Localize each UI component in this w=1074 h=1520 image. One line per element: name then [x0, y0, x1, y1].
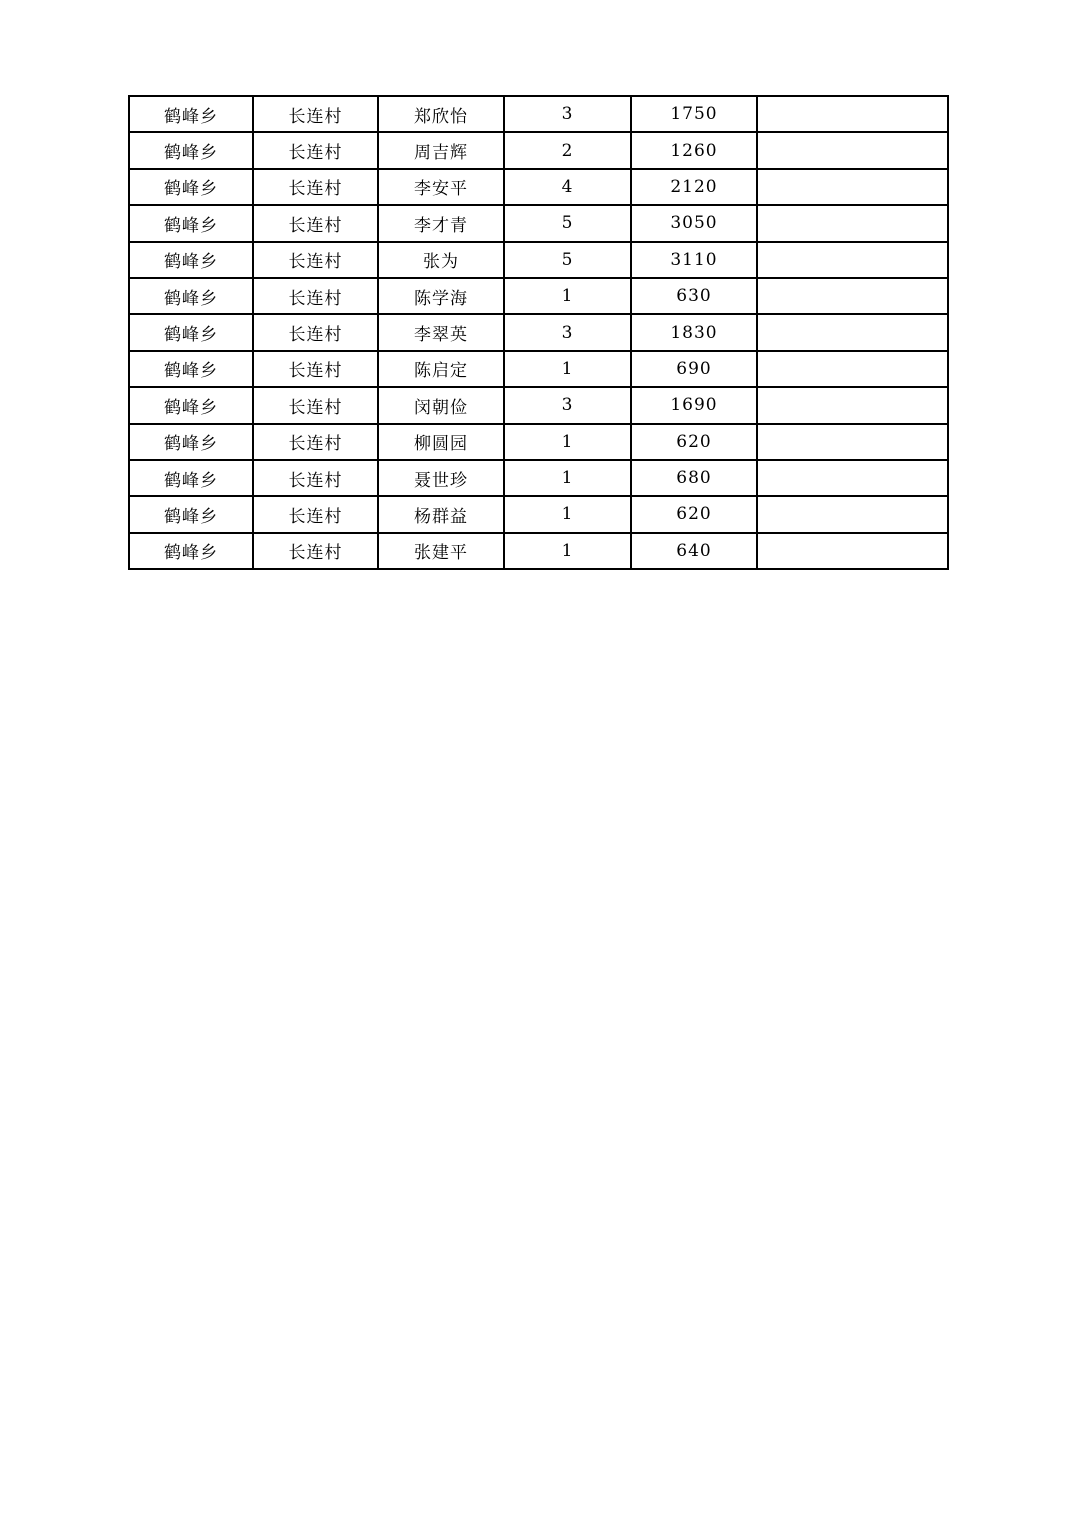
table-cell-name: 陈学海 — [378, 278, 504, 314]
table-cell-village: 长连村 — [253, 278, 378, 314]
table-row — [129, 351, 948, 387]
table-cell-note — [757, 460, 948, 496]
table-cell-township: 鹤峰乡 — [129, 132, 253, 168]
table-cell-village: 长连村 — [253, 387, 378, 423]
table-cell-village: 长连村 — [253, 351, 378, 387]
table-cell-name: 陈启定 — [378, 351, 504, 387]
table-cell-amount: 690 — [631, 351, 757, 387]
table-cell-name: 张为 — [378, 242, 504, 278]
table-cell-count: 1 — [504, 533, 631, 569]
table-row — [129, 387, 948, 423]
table-cell-count: 5 — [504, 205, 631, 241]
table-cell-count: 1 — [504, 496, 631, 532]
table-cell-amount: 1260 — [631, 132, 757, 168]
table-cell-amount: 1750 — [631, 96, 757, 132]
table-cell-village: 长连村 — [253, 132, 378, 168]
table-cell-township: 鹤峰乡 — [129, 314, 253, 350]
table-cell-note — [757, 496, 948, 532]
table-cell-village: 长连村 — [253, 169, 378, 205]
table-cell-township: 鹤峰乡 — [129, 424, 253, 460]
table-cell-village: 长连村 — [253, 96, 378, 132]
table-cell-amount: 680 — [631, 460, 757, 496]
data-table — [128, 95, 949, 570]
table-cell-count: 1 — [504, 460, 631, 496]
table-cell-village: 长连村 — [253, 460, 378, 496]
table-cell-township: 鹤峰乡 — [129, 351, 253, 387]
table-cell-count: 4 — [504, 169, 631, 205]
table-cell-note — [757, 169, 948, 205]
table-cell-count: 2 — [504, 132, 631, 168]
table-cell-name: 聂世珍 — [378, 460, 504, 496]
table-cell-count: 3 — [504, 96, 631, 132]
table-cell-amount: 620 — [631, 496, 757, 532]
table-cell-name: 张建平 — [378, 533, 504, 569]
table-row — [129, 424, 948, 460]
table-row — [129, 169, 948, 205]
table-cell-township: 鹤峰乡 — [129, 242, 253, 278]
table-row — [129, 132, 948, 168]
table-cell-name: 闵朝俭 — [378, 387, 504, 423]
table-cell-count: 5 — [504, 242, 631, 278]
table-cell-note — [757, 424, 948, 460]
table-cell-name: 郑欣怡 — [378, 96, 504, 132]
table-cell-village: 长连村 — [253, 533, 378, 569]
table-cell-name: 周吉辉 — [378, 132, 504, 168]
table-cell-township: 鹤峰乡 — [129, 169, 253, 205]
table-cell-name: 杨群益 — [378, 496, 504, 532]
table-cell-count: 1 — [504, 424, 631, 460]
table-cell-note — [757, 205, 948, 241]
table-row — [129, 460, 948, 496]
table-cell-township: 鹤峰乡 — [129, 387, 253, 423]
table-cell-township: 鹤峰乡 — [129, 205, 253, 241]
data-table-container — [128, 95, 949, 570]
table-cell-note — [757, 533, 948, 569]
table-cell-note — [757, 278, 948, 314]
table-cell-note — [757, 132, 948, 168]
table-row — [129, 314, 948, 350]
table-cell-note — [757, 96, 948, 132]
table-row — [129, 242, 948, 278]
table-cell-name: 李翠英 — [378, 314, 504, 350]
table-cell-amount: 3110 — [631, 242, 757, 278]
table-row — [129, 278, 948, 314]
table-row — [129, 533, 948, 569]
table-cell-village: 长连村 — [253, 424, 378, 460]
table-cell-name: 李安平 — [378, 169, 504, 205]
table-row — [129, 96, 948, 132]
table-cell-note — [757, 314, 948, 350]
table-cell-amount: 1830 — [631, 314, 757, 350]
table-cell-amount: 3050 — [631, 205, 757, 241]
table-cell-township: 鹤峰乡 — [129, 496, 253, 532]
table-cell-township: 鹤峰乡 — [129, 533, 253, 569]
table-cell-amount: 1690 — [631, 387, 757, 423]
table-cell-village: 长连村 — [253, 205, 378, 241]
table-cell-count: 3 — [504, 314, 631, 350]
table-cell-amount: 2120 — [631, 169, 757, 205]
table-body — [129, 96, 948, 569]
table-cell-village: 长连村 — [253, 496, 378, 532]
table-cell-count: 3 — [504, 387, 631, 423]
table-row — [129, 205, 948, 241]
table-cell-amount: 620 — [631, 424, 757, 460]
table-cell-amount: 630 — [631, 278, 757, 314]
table-cell-name: 李才青 — [378, 205, 504, 241]
table-cell-township: 鹤峰乡 — [129, 278, 253, 314]
table-cell-note — [757, 351, 948, 387]
table-row — [129, 496, 948, 532]
table-cell-note — [757, 242, 948, 278]
table-cell-village: 长连村 — [253, 314, 378, 350]
table-cell-count: 1 — [504, 278, 631, 314]
table-cell-amount: 640 — [631, 533, 757, 569]
table-cell-note — [757, 387, 948, 423]
table-cell-name: 柳圆园 — [378, 424, 504, 460]
table-cell-count: 1 — [504, 351, 631, 387]
table-cell-township: 鹤峰乡 — [129, 96, 253, 132]
table-cell-township: 鹤峰乡 — [129, 460, 253, 496]
table-cell-village: 长连村 — [253, 242, 378, 278]
